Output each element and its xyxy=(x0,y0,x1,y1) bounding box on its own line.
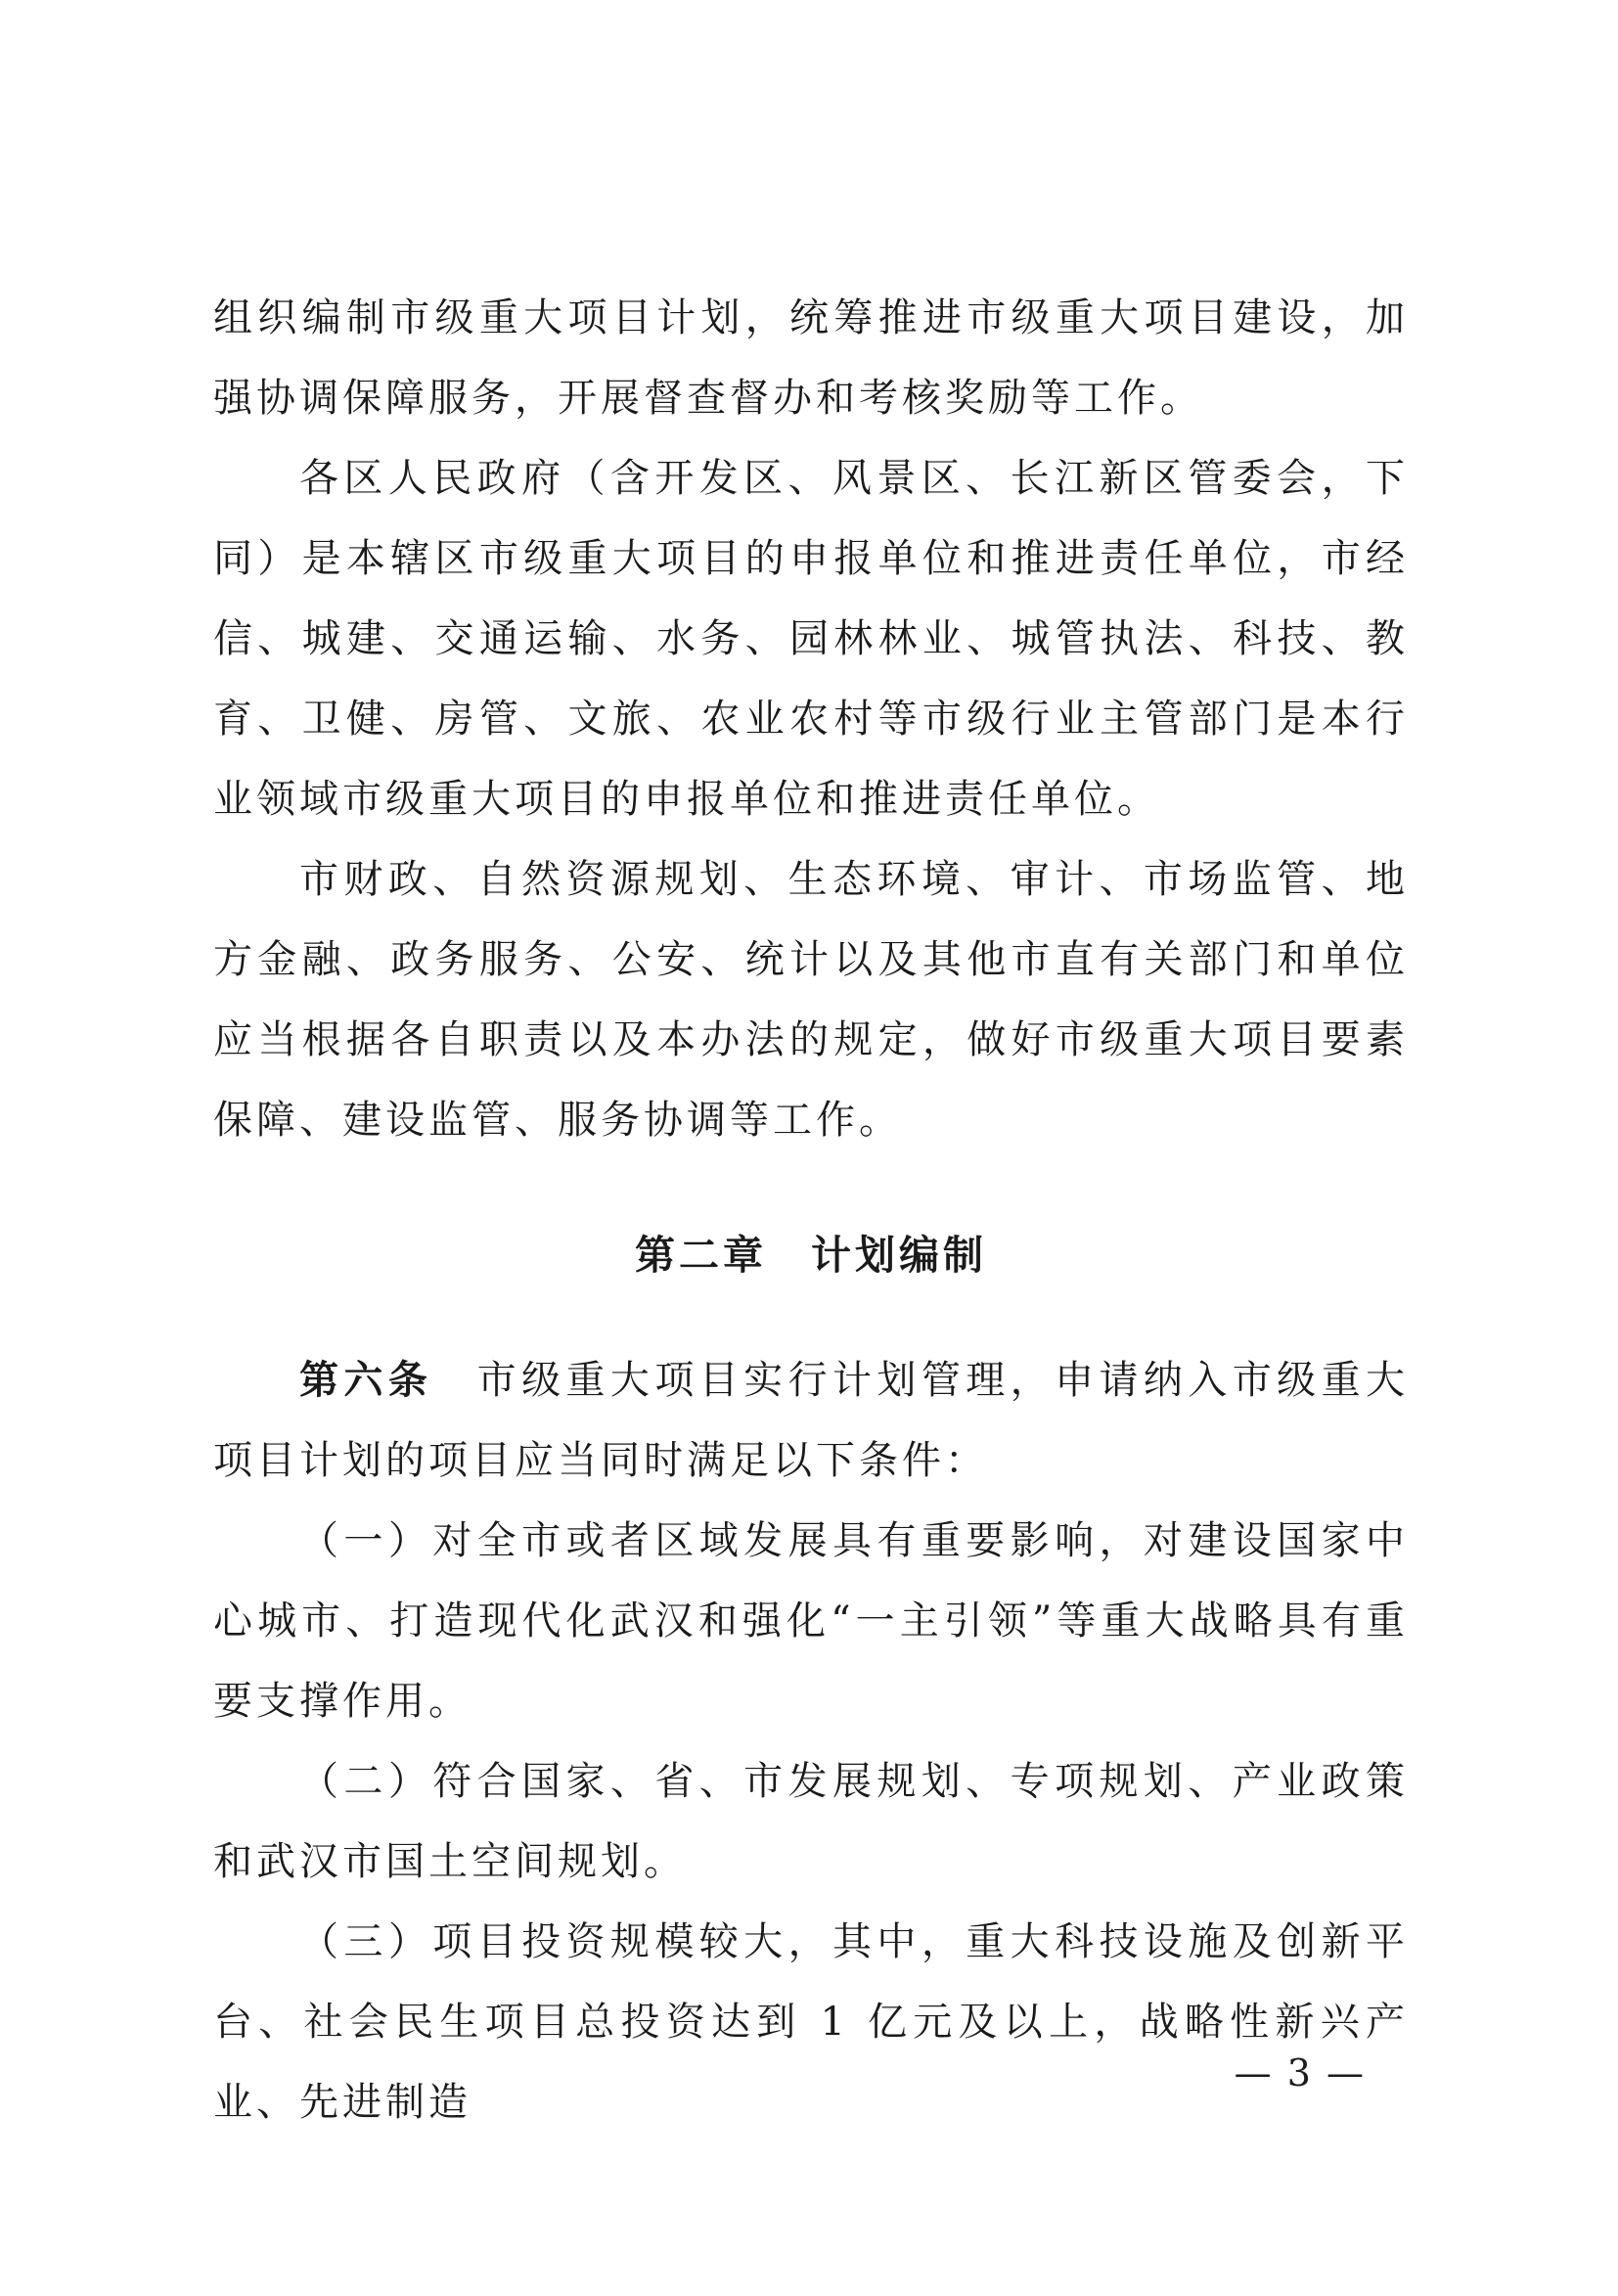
body-text xyxy=(213,278,1409,2142)
article-6-text: 市级重大项目实行计划管理，申请纳入市级重大项目计划的项目应当同时满足以下条件： xyxy=(213,1358,1409,1483)
paragraph-3: 市财政、自然资源规划、生态环境、审计、市场监管、地方金融、政务服务、公安、统计以及其他市直有关部门和单位应当根据各自职责以及本办法的规定，做好市级重大项目要素保障、建设监管、服务协调等工作。 xyxy=(213,857,1409,1143)
condition-1: （一）对全市或者区域发展具有重要影响，对建设国家中心城市、打造现代化武汉和强化“一主引领”等重大战略具有重要支撑作用。 xyxy=(213,1518,1409,1724)
chapter-heading: 第二章 计划编制 xyxy=(635,1232,987,1279)
article-6 xyxy=(213,1340,1409,1501)
condition-2: （二）符合国家、省、市发展规划、专项规划、产业政策和武汉市国土空间规划。 xyxy=(213,1759,1409,1884)
paragraph-2: 各区人民政府（含开发区、风景区、长江新区管委会，下同）是本辖区市级重大项目的申报单位和推进责任单位，市经信、城建、交通运输、水务、园林林业、城管执法、科技、教育、卫健、房管、文旅、农业农村等市级行业主管部门是本行业领域市级重大项目的申报单位和推进责任单位。 xyxy=(213,456,1409,822)
page-number: — 3 — xyxy=(1234,2051,1366,2094)
paragraph-1: 组织编制市级重大项目计划，统筹推进市级重大项目建设，加强协调保障服务，开展督查督办和考核奖励等工作。 xyxy=(213,295,1409,421)
article-6-label: 第六条 xyxy=(299,1358,433,1403)
condition-3: （三）项目投资规模较大，其中，重大科技设施及创新平台、社会民生项目总投资达到 1 亿元及以上，战略性新兴产业、先进制造 xyxy=(213,1919,1409,2125)
